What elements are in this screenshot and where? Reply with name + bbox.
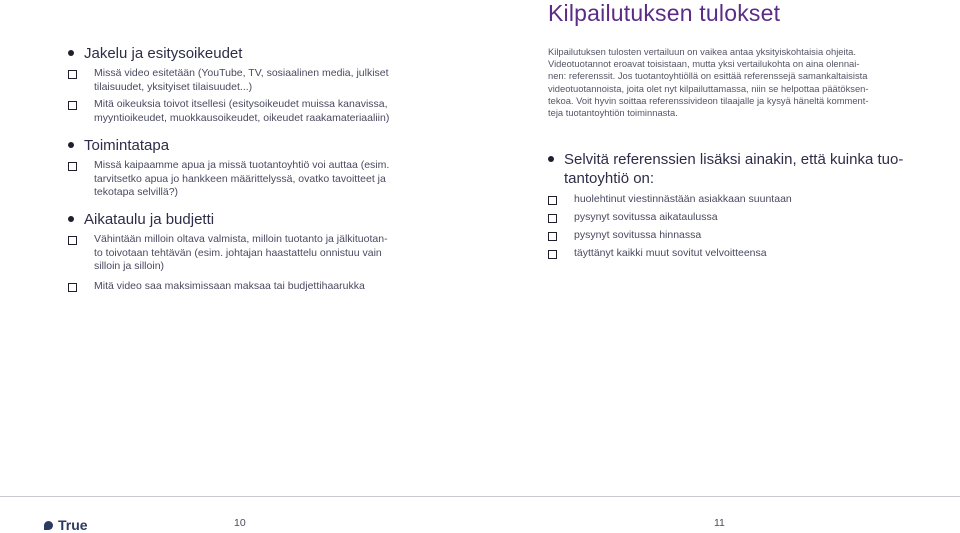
page-number: 11	[714, 517, 725, 529]
section-distribution	[68, 44, 428, 125]
bullet-dot-icon	[68, 216, 74, 222]
checkbox-icon	[548, 250, 557, 259]
list-item: täyttänyt kaikki muut sovitut velvoitteensa	[548, 247, 908, 261]
list-item: Missä video esitetään (YouTube, TV, sosiaalinen media, julkiset tilaisuudet, yksityiset tilaisuudet...)	[68, 67, 428, 94]
section-working-method	[68, 136, 428, 200]
list-item: pysynyt sovitussa hinnassa	[548, 229, 908, 243]
checkbox-icon	[68, 283, 77, 292]
checkbox-icon	[548, 232, 557, 241]
section-references	[548, 150, 908, 261]
right-page	[480, 0, 960, 533]
bullet-dot-icon	[68, 142, 74, 148]
checkbox-icon	[68, 162, 77, 171]
logo-mark-icon	[44, 521, 53, 530]
intro-paragraph: Kilpailutuksen tulosten vertailuun on vaikea antaa yksityiskohtaisia ohjeita. Videotuotannot eroavat toisistaan, mutta yksi vertailukohta on aina olennai- nen: referenssit. Jos tuotantoyhtiöllä on esittää referenssejä samankaltaisista videotuotannoista, joita olet nyt kilpailuttamassa, niin se helpottaa päätöksen- tekoa. Voit hyvin soittaa referenssivideon tilaajalle ja kysyä häneltä komment- teja tuotantoyhtiön toiminnasta.	[548, 46, 869, 119]
footer-divider	[0, 496, 960, 497]
list-item: Mitä video saa maksimissaan maksaa tai budjettihaarukka	[68, 280, 428, 294]
bullet-dot-icon	[68, 50, 74, 56]
list-item: Missä kaipaamme apua ja missä tuotantoyhtiö voi auttaa (esim. tarvitsetko apua jo hankkeen määrittelyssä, ovatko tavoitteet ja tekotapa selvillä?)	[68, 159, 428, 200]
checkbox-icon	[68, 70, 77, 79]
list-item: pysynyt sovitussa aikataulussa	[548, 211, 908, 225]
page-number: 10	[234, 517, 246, 529]
list-item: Vähintään milloin oltava valmista, milloin tuotanto ja jälkituotan- to toivotaan tehtävän (esim. johtajan haastattelu onnistuu vain silloin ja silloin)	[68, 233, 428, 274]
checkbox-icon	[68, 101, 77, 110]
list-item: Mitä oikeuksia toivot itsellesi (esitysoikeudet muissa kanavissa, myyntioikeudet, muokkausoikeudet, oikeudet raakamateriaaliin)	[68, 98, 428, 125]
checkbox-icon	[548, 214, 557, 223]
checkbox-icon	[68, 236, 77, 245]
bullet-dot-icon	[548, 156, 554, 162]
list-item: huolehtinut viestinnästään asiakkaan suuntaan	[548, 193, 908, 207]
page-title: Kilpailutuksen tulokset	[548, 0, 781, 26]
section-heading: Toimintatapa	[68, 136, 428, 155]
brand-logo: True	[44, 517, 88, 533]
section-heading: Selvitä referenssien lisäksi ainakin, että kuinka tuo- tantoyhtiö on:	[548, 150, 908, 188]
checkbox-icon	[548, 196, 557, 205]
section-heading: Aikataulu ja budjetti	[68, 210, 428, 229]
section-heading: Jakelu ja esitysoikeudet	[68, 44, 428, 63]
section-schedule-budget	[68, 210, 428, 293]
